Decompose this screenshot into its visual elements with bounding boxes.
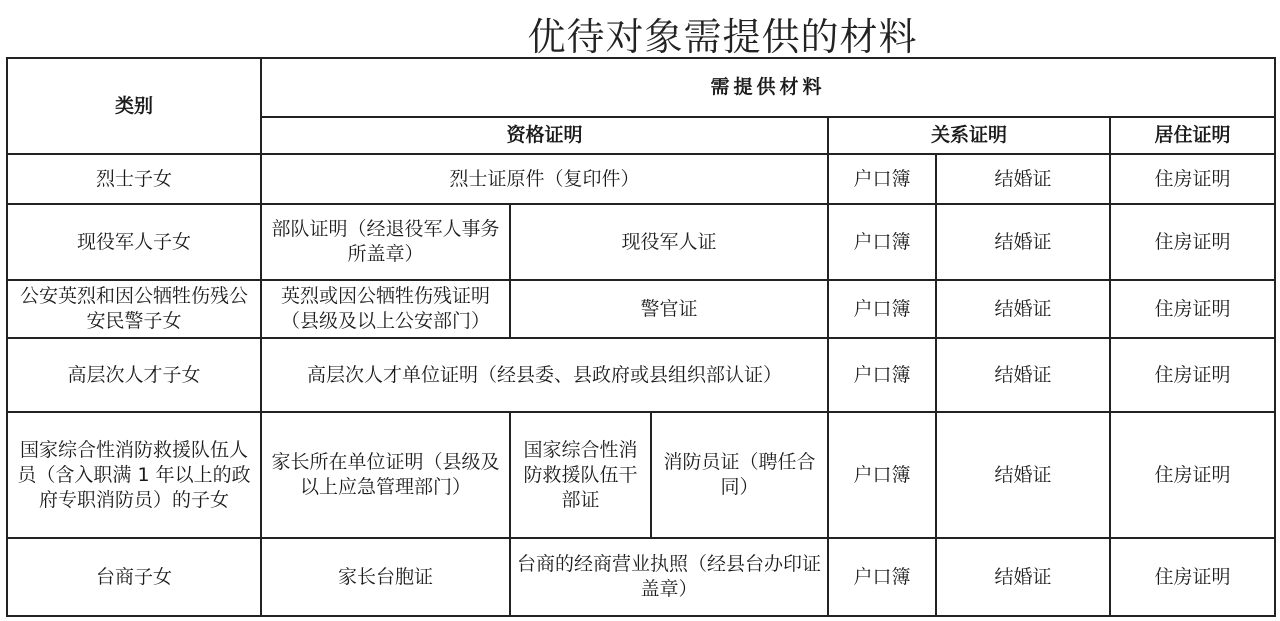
materials-header: 需提供材料 (261, 58, 1275, 117)
qualification-cell: 家长所在单位证明（县级及以上应急管理部门） (261, 412, 510, 538)
qualification-cell: 警官证 (510, 280, 828, 338)
qualification-cell: 家长台胞证 (261, 538, 510, 616)
category-cell: 烈士子女 (7, 154, 261, 204)
qualification-cell: 高层次人才单位证明（经县委、县政府或县组织部认证） (261, 338, 828, 412)
table-row (7, 154, 1275, 204)
marriage-cell: 结婚证 (936, 154, 1110, 204)
qualification-header: 资格证明 (261, 117, 828, 154)
category-cell: 现役军人子女 (7, 204, 261, 280)
table-row (7, 412, 1275, 538)
table-row (7, 280, 1275, 338)
marriage-cell: 结婚证 (936, 538, 1110, 616)
page-title: 优待对象需提供的材料 (527, 15, 918, 59)
marriage-cell: 结婚证 (936, 204, 1110, 280)
table-row (7, 538, 1275, 616)
category-cell: 公安英烈和因公牺牲伤残公安民警子女 (7, 280, 261, 338)
qualification-cell: 消防员证（聘任合同） (651, 412, 828, 538)
residence-header: 居住证明 (1110, 117, 1275, 154)
category-cell: 国家综合性消防救援队伍人员（含入职满 1 年以上的政府专职消防员）的子女 (7, 412, 261, 538)
category-cell: 高层次人才子女 (7, 338, 261, 412)
table-row (7, 204, 1275, 280)
housing-cell: 住房证明 (1110, 538, 1275, 616)
materials-table (6, 57, 1276, 617)
hukou-cell: 户口簿 (828, 280, 936, 338)
marriage-cell: 结婚证 (936, 412, 1110, 538)
category-header: 类别 (7, 58, 261, 154)
hukou-cell: 户口簿 (828, 204, 936, 280)
table-row (7, 338, 1275, 412)
qualification-cell: 英烈或因公牺牲伤残证明（县级及以上公安部门） (261, 280, 510, 338)
relationship-header: 关系证明 (828, 117, 1110, 154)
housing-cell: 住房证明 (1110, 154, 1275, 204)
category-cell: 台商子女 (7, 538, 261, 616)
qualification-cell: 部队证明（经退役军人事务所盖章） (261, 204, 510, 280)
header-row-1 (7, 58, 1275, 117)
housing-cell: 住房证明 (1110, 280, 1275, 338)
marriage-cell: 结婚证 (936, 338, 1110, 412)
qualification-cell: 国家综合性消防救援队伍干部证 (510, 412, 651, 538)
hukou-cell: 户口簿 (828, 154, 936, 204)
qualification-cell: 现役军人证 (510, 204, 828, 280)
qualification-cell: 烈士证原件（复印件） (261, 154, 828, 204)
hukou-cell: 户口簿 (828, 338, 936, 412)
housing-cell: 住房证明 (1110, 338, 1275, 412)
housing-cell: 住房证明 (1110, 412, 1275, 538)
housing-cell: 住房证明 (1110, 204, 1275, 280)
marriage-cell: 结婚证 (936, 280, 1110, 338)
qualification-cell: 台商的经商营业执照（经县台办印证盖章） (510, 538, 828, 616)
hukou-cell: 户口簿 (828, 412, 936, 538)
hukou-cell: 户口簿 (828, 538, 936, 616)
